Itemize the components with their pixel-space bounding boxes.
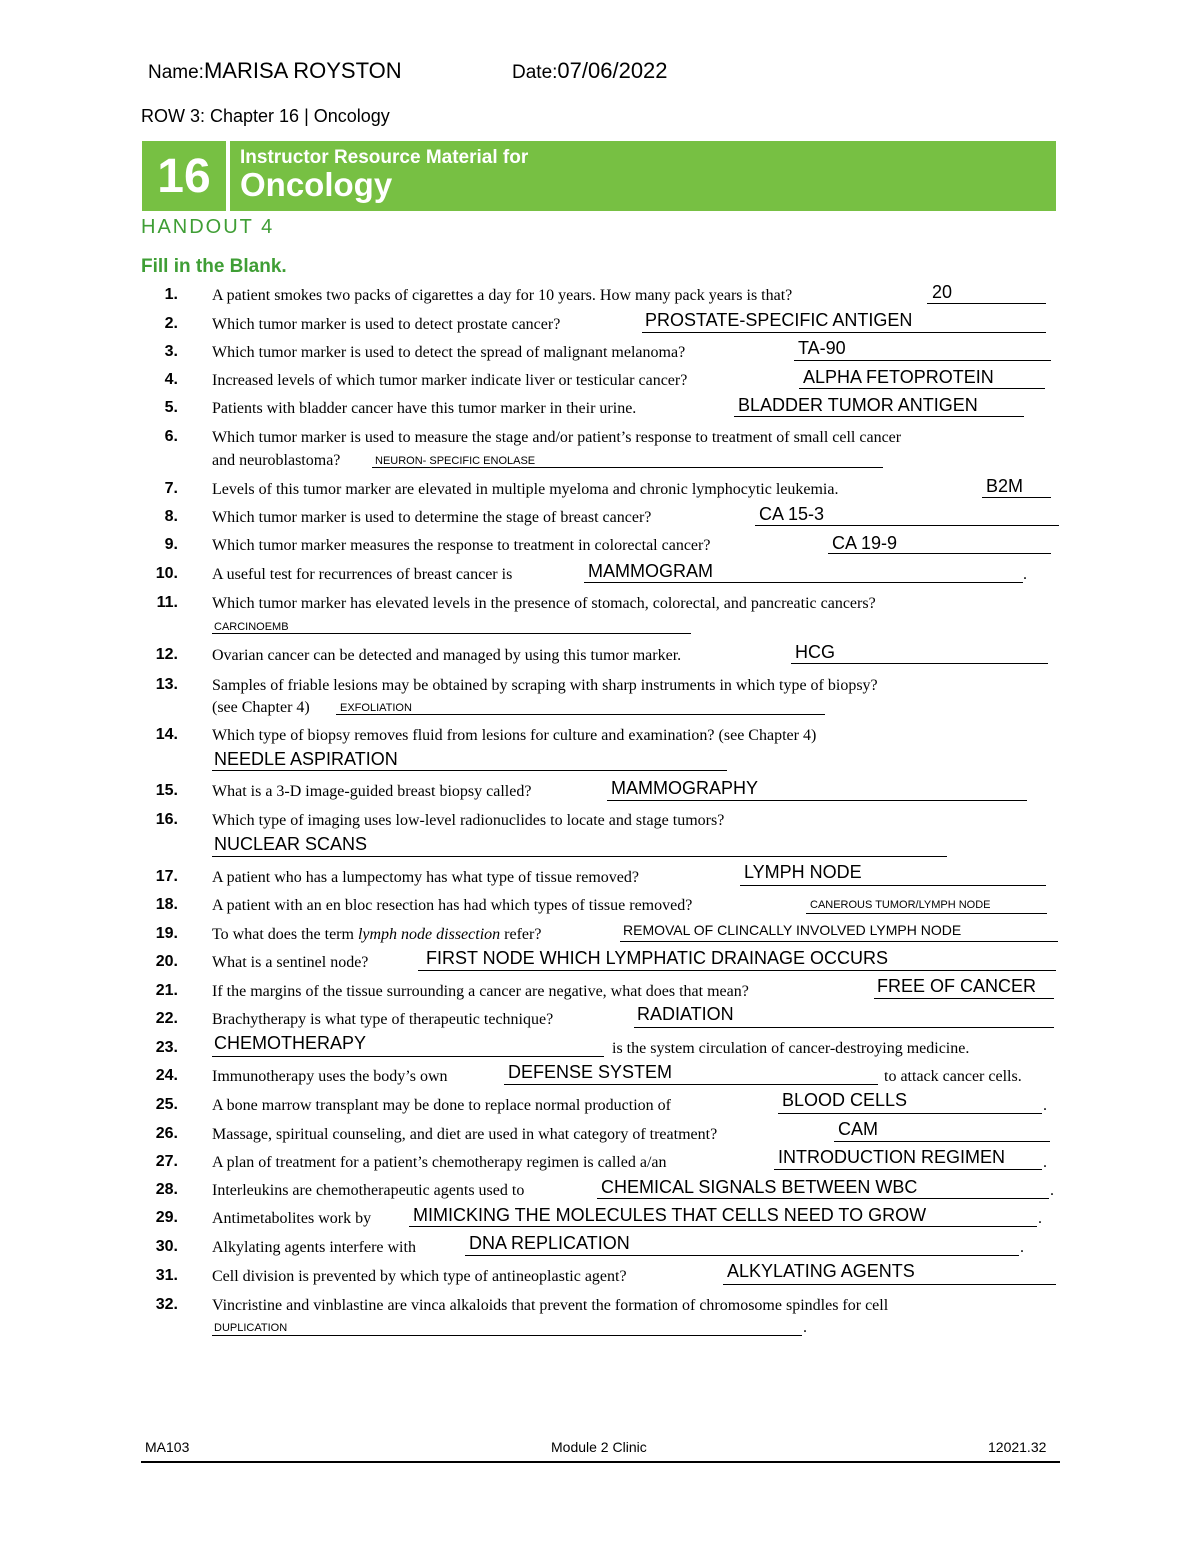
question-text: A patient who has a lumpectomy has what type of tissue removed?	[212, 869, 640, 886]
answer-line	[212, 1335, 802, 1336]
answer-line	[755, 525, 1059, 526]
question-text: Which tumor marker is used to determine the stage of breast cancer?	[212, 509, 652, 526]
question-number: 29.	[155, 1209, 178, 1226]
question-number: 2.	[164, 315, 178, 332]
question-text: Massage, spiritual counseling, and diet are used in what category of treatment?	[212, 1126, 718, 1143]
answer-line	[418, 970, 1056, 971]
question-text: Levels of this tumor marker are elevated in multiple myeloma and chronic lymphocytic leukemia.	[212, 481, 839, 498]
question-text: Samples of friable lesions may be obtained by scraping with sharp instruments in which type of biopsy?	[212, 677, 878, 694]
question-number: 12.	[155, 646, 178, 663]
answer-line	[504, 1084, 878, 1085]
answer-text[interactable]: FIRST NODE WHICH LYMPHATIC DRAINAGE OCCURS	[426, 948, 889, 968]
question-text: Which type of imaging uses low-level radionuclides to locate and stage tumors?	[212, 812, 725, 829]
question-text: Which tumor marker is used to measure the stage and/or patient’s response to treatment of small cell cancer	[212, 429, 902, 446]
chapter-number: 16	[157, 150, 211, 203]
answer-line	[740, 885, 1046, 886]
question-suffix: .	[1043, 1097, 1047, 1114]
question-suffix: .	[1020, 1239, 1024, 1256]
question-text: What is a sentinel node?	[212, 954, 369, 971]
question-number: 25.	[155, 1096, 178, 1113]
answer-text[interactable]: FREE OF CANCER	[877, 976, 1037, 996]
question-text: Interleukins are chemotherapeutic agents used to	[212, 1182, 525, 1199]
answer-line	[409, 1226, 1037, 1227]
answer-text[interactable]: CANEROUS TUMOR/LYMPH NODE	[810, 899, 991, 911]
banner-subtitle: Instructor Resource Material for	[240, 147, 529, 168]
answer-line	[774, 1169, 1042, 1170]
question-number: 8.	[164, 508, 178, 525]
answer-line	[828, 553, 1051, 554]
answer-text[interactable]: CARCINOEMB	[214, 621, 289, 633]
answer-text[interactable]: TA-90	[798, 338, 846, 358]
answer-line	[799, 388, 1045, 389]
answer-line	[597, 1198, 1049, 1199]
question-text-emphasis: lymph node dissection	[357, 926, 501, 943]
question-number: 31.	[155, 1267, 178, 1284]
question-suffix: .	[1038, 1210, 1042, 1227]
question-text: Antimetabolites work by	[212, 1210, 372, 1227]
answer-line	[734, 416, 1024, 417]
answer-line	[212, 1056, 604, 1057]
question-number: 24.	[155, 1067, 178, 1084]
question-number: 20.	[155, 953, 178, 970]
question-text: Which tumor marker is used to detect prostate cancer?	[212, 316, 561, 333]
section-heading: Fill in the Blank.	[141, 256, 287, 277]
answer-text[interactable]: REMOVAL OF CLINCALLY INVOLVED LYMPH NODE	[623, 922, 962, 938]
chapter-line: ROW 3: Chapter 16 | Oncology	[141, 106, 390, 126]
question-number: 17.	[155, 868, 178, 885]
answer-text[interactable]: MAMMOGRAM	[588, 561, 713, 581]
footer-page-code: 12021.32	[988, 1439, 1047, 1455]
question-number: 30.	[155, 1238, 178, 1255]
question-number: 18.	[155, 896, 178, 913]
question-suffix: .	[1050, 1182, 1054, 1199]
question-number: 11.	[156, 594, 178, 611]
question-number: 6.	[164, 428, 178, 445]
question-text: Vincristine and vinblastine are vinca alkaloids that prevent the formation of chromosome spindles for cell	[212, 1297, 889, 1314]
answer-text[interactable]: CHEMOTHERAPY	[214, 1033, 367, 1053]
question-suffix: .	[1023, 566, 1027, 583]
answer-line	[834, 1141, 1050, 1142]
question-text: Patients with bladder cancer have this tumor marker in their urine.	[212, 400, 637, 417]
answer-text[interactable]: NUCLEAR SCANS	[214, 834, 368, 854]
question-text: A plan of treatment for a patient’s chemotherapy regimen is called a/an	[212, 1154, 667, 1171]
answer-text[interactable]: ALPHA FETOPROTEIN	[803, 367, 994, 387]
question-text: Which type of biopsy removes fluid from lesions for culture and examination? (see Chapter 4)	[212, 727, 817, 744]
question-text: Alkylating agents interfere with	[212, 1239, 416, 1256]
answer-line	[634, 1027, 1054, 1028]
answer-line	[584, 582, 1023, 583]
question-suffix: to attack cancer cells.	[884, 1068, 1022, 1085]
answer-line	[212, 770, 727, 771]
footer-module: Module 2 Clinic	[551, 1439, 647, 1455]
answer-text[interactable]: ALKYLATING AGENTS	[727, 1261, 915, 1281]
answer-text[interactable]: INTRODUCTION REGIMEN	[778, 1147, 1005, 1167]
question-text: Ovarian cancer can be detected and managed by using this tumor marker.	[212, 647, 682, 664]
question-number: 22.	[155, 1010, 178, 1027]
question-number: 26.	[155, 1125, 178, 1142]
question-text: If the margins of the tissue surrounding a cancer are negative, what does that mean?	[212, 983, 749, 1000]
footer-course-code: MA103	[145, 1439, 190, 1455]
footer-divider	[141, 1461, 1060, 1463]
date-label: Date:	[512, 62, 558, 83]
question-text-continued: and neuroblastoma?	[212, 452, 341, 469]
question-number: 14.	[155, 726, 178, 743]
question-number: 15.	[155, 782, 178, 799]
question-number: 3.	[164, 343, 178, 360]
answer-text[interactable]: MAMMOGRAPHY	[611, 778, 759, 798]
answer-line	[212, 856, 947, 857]
question-number: 13.	[155, 676, 178, 693]
question-text: Cell division is prevented by which type of antineoplastic agent?	[212, 1268, 627, 1285]
question-suffix: .	[1043, 1154, 1047, 1171]
answer-line	[642, 332, 1046, 333]
answer-text[interactable]: PROSTATE-SPECIFIC ANTIGEN	[645, 310, 913, 330]
question-text: Immunotherapy uses the body’s own	[212, 1068, 448, 1085]
answer-text[interactable]: CHEMICAL SIGNALS BETWEEN WBC	[601, 1177, 918, 1197]
answer-line	[607, 800, 1027, 801]
question-text: is the system circulation of cancer-destroying medicine.	[612, 1040, 970, 1057]
answer-text[interactable]: 20	[932, 282, 953, 302]
answer-text[interactable]: DNA REPLICATION	[469, 1233, 630, 1253]
question-text: A useful test for recurrences of breast cancer is	[212, 566, 513, 583]
answer-line	[620, 941, 1058, 942]
answer-text[interactable]: NEEDLE ASPIRATION	[214, 749, 398, 769]
banner-title: Oncology	[240, 166, 393, 203]
question-text: Which tumor marker is used to detect the spread of malignant melanoma?	[212, 344, 686, 361]
answer-text[interactable]: CAM	[838, 1119, 878, 1139]
name-field	[148, 58, 402, 84]
question-text	[212, 926, 541, 944]
answer-line	[212, 633, 691, 634]
question-text-continued: (see Chapter 4)	[212, 699, 310, 716]
question-number: 5.	[164, 399, 178, 416]
handout-heading: HANDOUT 4	[141, 216, 275, 238]
answer-line	[982, 497, 1051, 498]
date-field	[512, 58, 668, 84]
question-number: 19.	[155, 925, 178, 942]
question-text: A bone marrow transplant may be done to replace normal production of	[212, 1097, 671, 1114]
question-suffix: .	[803, 1319, 807, 1336]
question-number: 9.	[164, 536, 178, 553]
question-number: 28.	[155, 1181, 178, 1198]
answer-text[interactable]: NEURON- SPECIFIC ENOLASE	[375, 455, 536, 467]
answer-text[interactable]: RADIATION	[637, 1004, 734, 1024]
question-text-part: refer?	[500, 926, 542, 943]
question-text: A patient with an en bloc resection has had which types of tissue removed?	[212, 897, 693, 914]
question-text-part: To what does the term	[212, 926, 358, 943]
answer-line	[465, 1255, 1019, 1256]
answer-line	[791, 663, 1048, 664]
question-number: 32.	[155, 1296, 178, 1313]
question-text: Increased levels of which tumor marker indicate liver or testicular cancer?	[212, 372, 688, 389]
answer-text[interactable]: BLOOD CELLS	[782, 1090, 908, 1110]
name-label: Name:	[148, 62, 204, 83]
question-number: 4.	[164, 371, 178, 388]
question-text: What is a 3-D image-guided breast biopsy called?	[212, 783, 532, 800]
question-number: 16.	[155, 811, 178, 828]
answer-line	[874, 998, 1054, 999]
question-number: 10.	[155, 565, 178, 582]
answer-text[interactable]: MIMICKING THE MOLECULES THAT CELLS NEED TO GROW	[413, 1205, 927, 1225]
answer-text[interactable]: EXFOLIATION	[340, 702, 412, 714]
answer-line	[778, 1113, 1042, 1114]
question-number: 1.	[164, 286, 178, 303]
question-text: A patient smokes two packs of cigarettes a day for 10 years. How many pack years is that?	[212, 287, 793, 304]
answer-text[interactable]: CA 15-3	[759, 504, 825, 524]
answer-text[interactable]: BLADDER TUMOR ANTIGEN	[738, 395, 978, 415]
answer-line	[336, 714, 825, 715]
question-number: 21.	[155, 982, 178, 999]
question-text: Brachytherapy is what type of therapeutic technique?	[212, 1011, 554, 1028]
question-text: Which tumor marker measures the response to treatment in colorectal cancer?	[212, 537, 711, 554]
answer-text[interactable]: DUPLICATION	[214, 1322, 288, 1334]
answer-text[interactable]: HCG	[795, 642, 835, 662]
answer-line	[806, 913, 1047, 914]
name-value: MARISA ROYSTON	[203, 58, 402, 83]
answer-line	[723, 1284, 1056, 1285]
answer-text[interactable]: LYMPH NODE	[744, 862, 862, 882]
banner-divider	[226, 141, 230, 211]
question-text: Which tumor marker has elevated levels in the presence of stomach, colorectal, and pancreatic cancers?	[212, 595, 876, 612]
answer-line	[927, 303, 1046, 304]
date-value: 07/06/2022	[557, 58, 668, 83]
answer-text[interactable]: B2M	[986, 476, 1024, 496]
question-number: 23.	[155, 1039, 178, 1056]
answer-line	[794, 360, 1051, 361]
answer-line	[372, 467, 883, 468]
question-number: 7.	[164, 480, 178, 497]
answer-text[interactable]: CA 19-9	[832, 533, 898, 553]
answer-text[interactable]: DEFENSE SYSTEM	[508, 1062, 673, 1082]
question-number: 27.	[155, 1153, 178, 1170]
